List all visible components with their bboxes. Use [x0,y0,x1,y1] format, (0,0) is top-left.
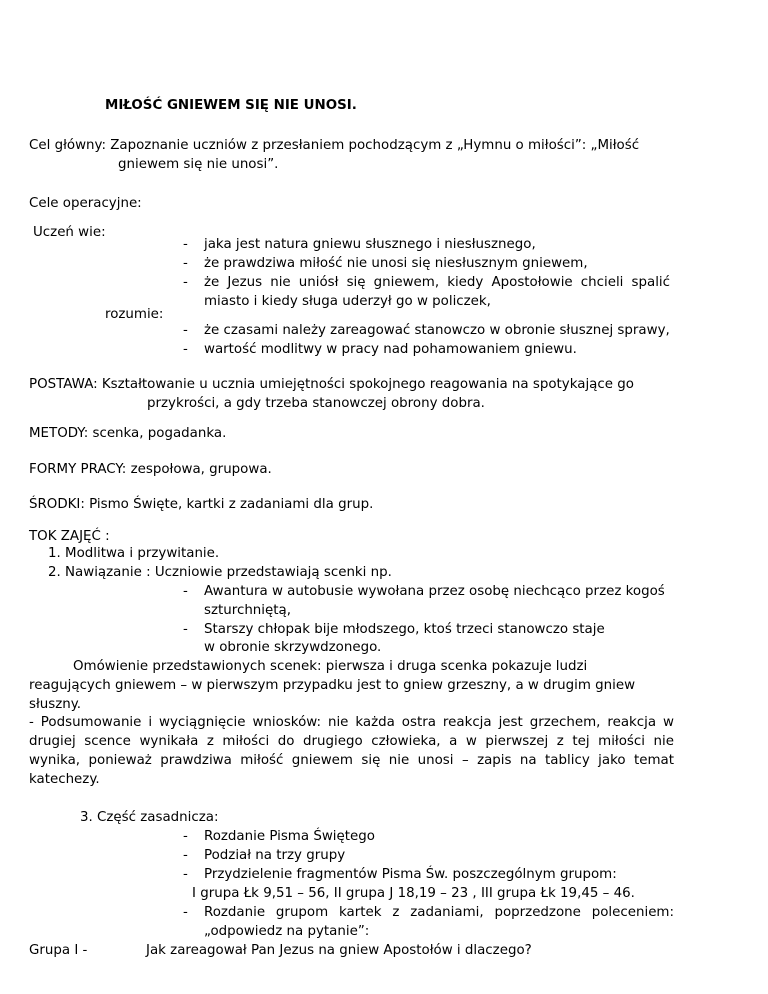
omowienie-line2: reagujących gniewem – w pierwszym przypadku jest to gniew grzeszny, a w drugim gniew [29,678,636,693]
uczen-wie-item-3: że Jezus nie uniósł się gniewem, kiedy Apostołowie chcieli spalić [204,275,670,290]
bullet-dash: - [183,256,188,271]
step3-item-1: Rozdanie Pisma Świętego [204,829,375,844]
uczen-wie-label: Uczeń wie: [33,225,106,240]
cel-glowny-line2: gniewem się nie unosi”. [118,157,279,172]
bullet-dash: - [183,237,188,252]
bullet-dash: - [183,275,188,290]
step3-item-2: Podział na trzy grupy [204,848,346,863]
scene-1: Awantura w autobusie wywołana przez osobę niechcąco przez kogoś [204,584,665,599]
metody: METODY: scenka, pogadanka. [29,426,227,441]
rozumie-label: rozumie: [105,307,164,322]
step3-groups-passages: I grupa Łk 9,51 – 56, II grupa J 18,19 – 23 , III grupa Łk 19,45 – 46. [192,886,635,901]
rozumie-item-1: że czasami należy zareagować stanowczo w obronie słusznej sprawy, [204,323,670,338]
rozumie-item-2: wartość modlitwy w pracy nad pohamowaniem gniewu. [204,342,577,357]
step3-item-4-cont: „odpowiedz na pytanie”: [204,924,370,939]
omowienie-line3: słuszny. [29,697,82,712]
tok-step-1: 1. Modlitwa i przywitanie. [48,546,220,561]
uczen-wie-item-2: że prawdziwa miłość nie unosi się niesłusznym gniewem, [204,256,588,271]
postawa-line1: POSTAWA: Kształtowanie u ucznia umiejętności spokojnego reagowania na spotykające go [29,377,634,392]
scene-2: Starszy chłopak bije młodszego, ktoś trzeci stanowczo staje [204,622,605,637]
bullet-dash: - [183,829,188,844]
cel-glowny-line1: Cel główny: Zapoznanie uczniów z przesłaniem pochodzącym z „Hymnu o miłości”: „Miłość [29,138,640,153]
grupa-1-label: Grupa I - [29,943,88,958]
bullet-dash: - [183,584,188,599]
uczen-wie-item-3-cont: miasto i kiedy sługa uderzył go w policzek, [204,294,491,309]
bullet-dash: - [183,622,188,637]
podsumowanie-line1: - Podsumowanie i wyciągnięcie wniosków: nie każda ostra reakcja jest grzechem, reakcja w [29,715,674,730]
bullet-dash: - [183,848,188,863]
srodki: ŚRODKI: Pismo Święte, kartki z zadaniami dla grup. [29,497,374,512]
step3-item-3: Przydzielenie fragmentów Pisma Św. poszczególnym grupom: [204,867,617,882]
postawa-line2: przykrości, a gdy trzeba stanowczej obrony dobra. [147,396,485,411]
cele-operacyjne-heading: Cele operacyjne: [29,196,142,211]
omowienie-line1: Omówienie przedstawionych scenek: pierwsza i druga scenka pokazuje ludzi [73,659,588,674]
podsumowanie-line2: drugiej scence wynikała z miłości do drugiego człowieka, a w pierwszej z tej miłości nie [29,734,674,749]
scene-2-cont: w obronie skrzywdzonego. [204,640,382,655]
bullet-dash: - [183,323,188,338]
tok-step-3: 3. Część zasadnicza: [80,810,219,825]
document-title: MIŁOŚĆ GNIEWEM SIĘ NIE UNOSI. [105,98,357,113]
tok-zajec-heading: TOK ZAJĘĆ : [29,529,110,544]
tok-step-2: 2. Nawiązanie : Uczniowie przedstawiają scenki np. [48,565,392,580]
scene-1-cont: szturchniętą, [204,603,291,618]
podsumowanie-line4: katechezy. [29,772,100,787]
bullet-dash: - [183,867,188,882]
bullet-dash: - [183,342,188,357]
bullet-dash: - [183,905,188,920]
step3-item-4: Rozdanie grupom kartek z zadaniami, poprzedzone poleceniem: [204,905,674,920]
podsumowanie-line3: wynika, ponieważ prawdziwa miłość gniewem się nie unosi – zapis na tablicy jako temat [29,753,674,768]
uczen-wie-item-1: jaka jest natura gniewu słusznego i niesłusznego, [204,237,536,252]
grupa-1-question: Jak zareagował Pan Jezus na gniew Apostołów i dlaczego? [146,943,532,958]
formy-pracy: FORMY PRACY: zespołowa, grupowa. [29,462,272,477]
